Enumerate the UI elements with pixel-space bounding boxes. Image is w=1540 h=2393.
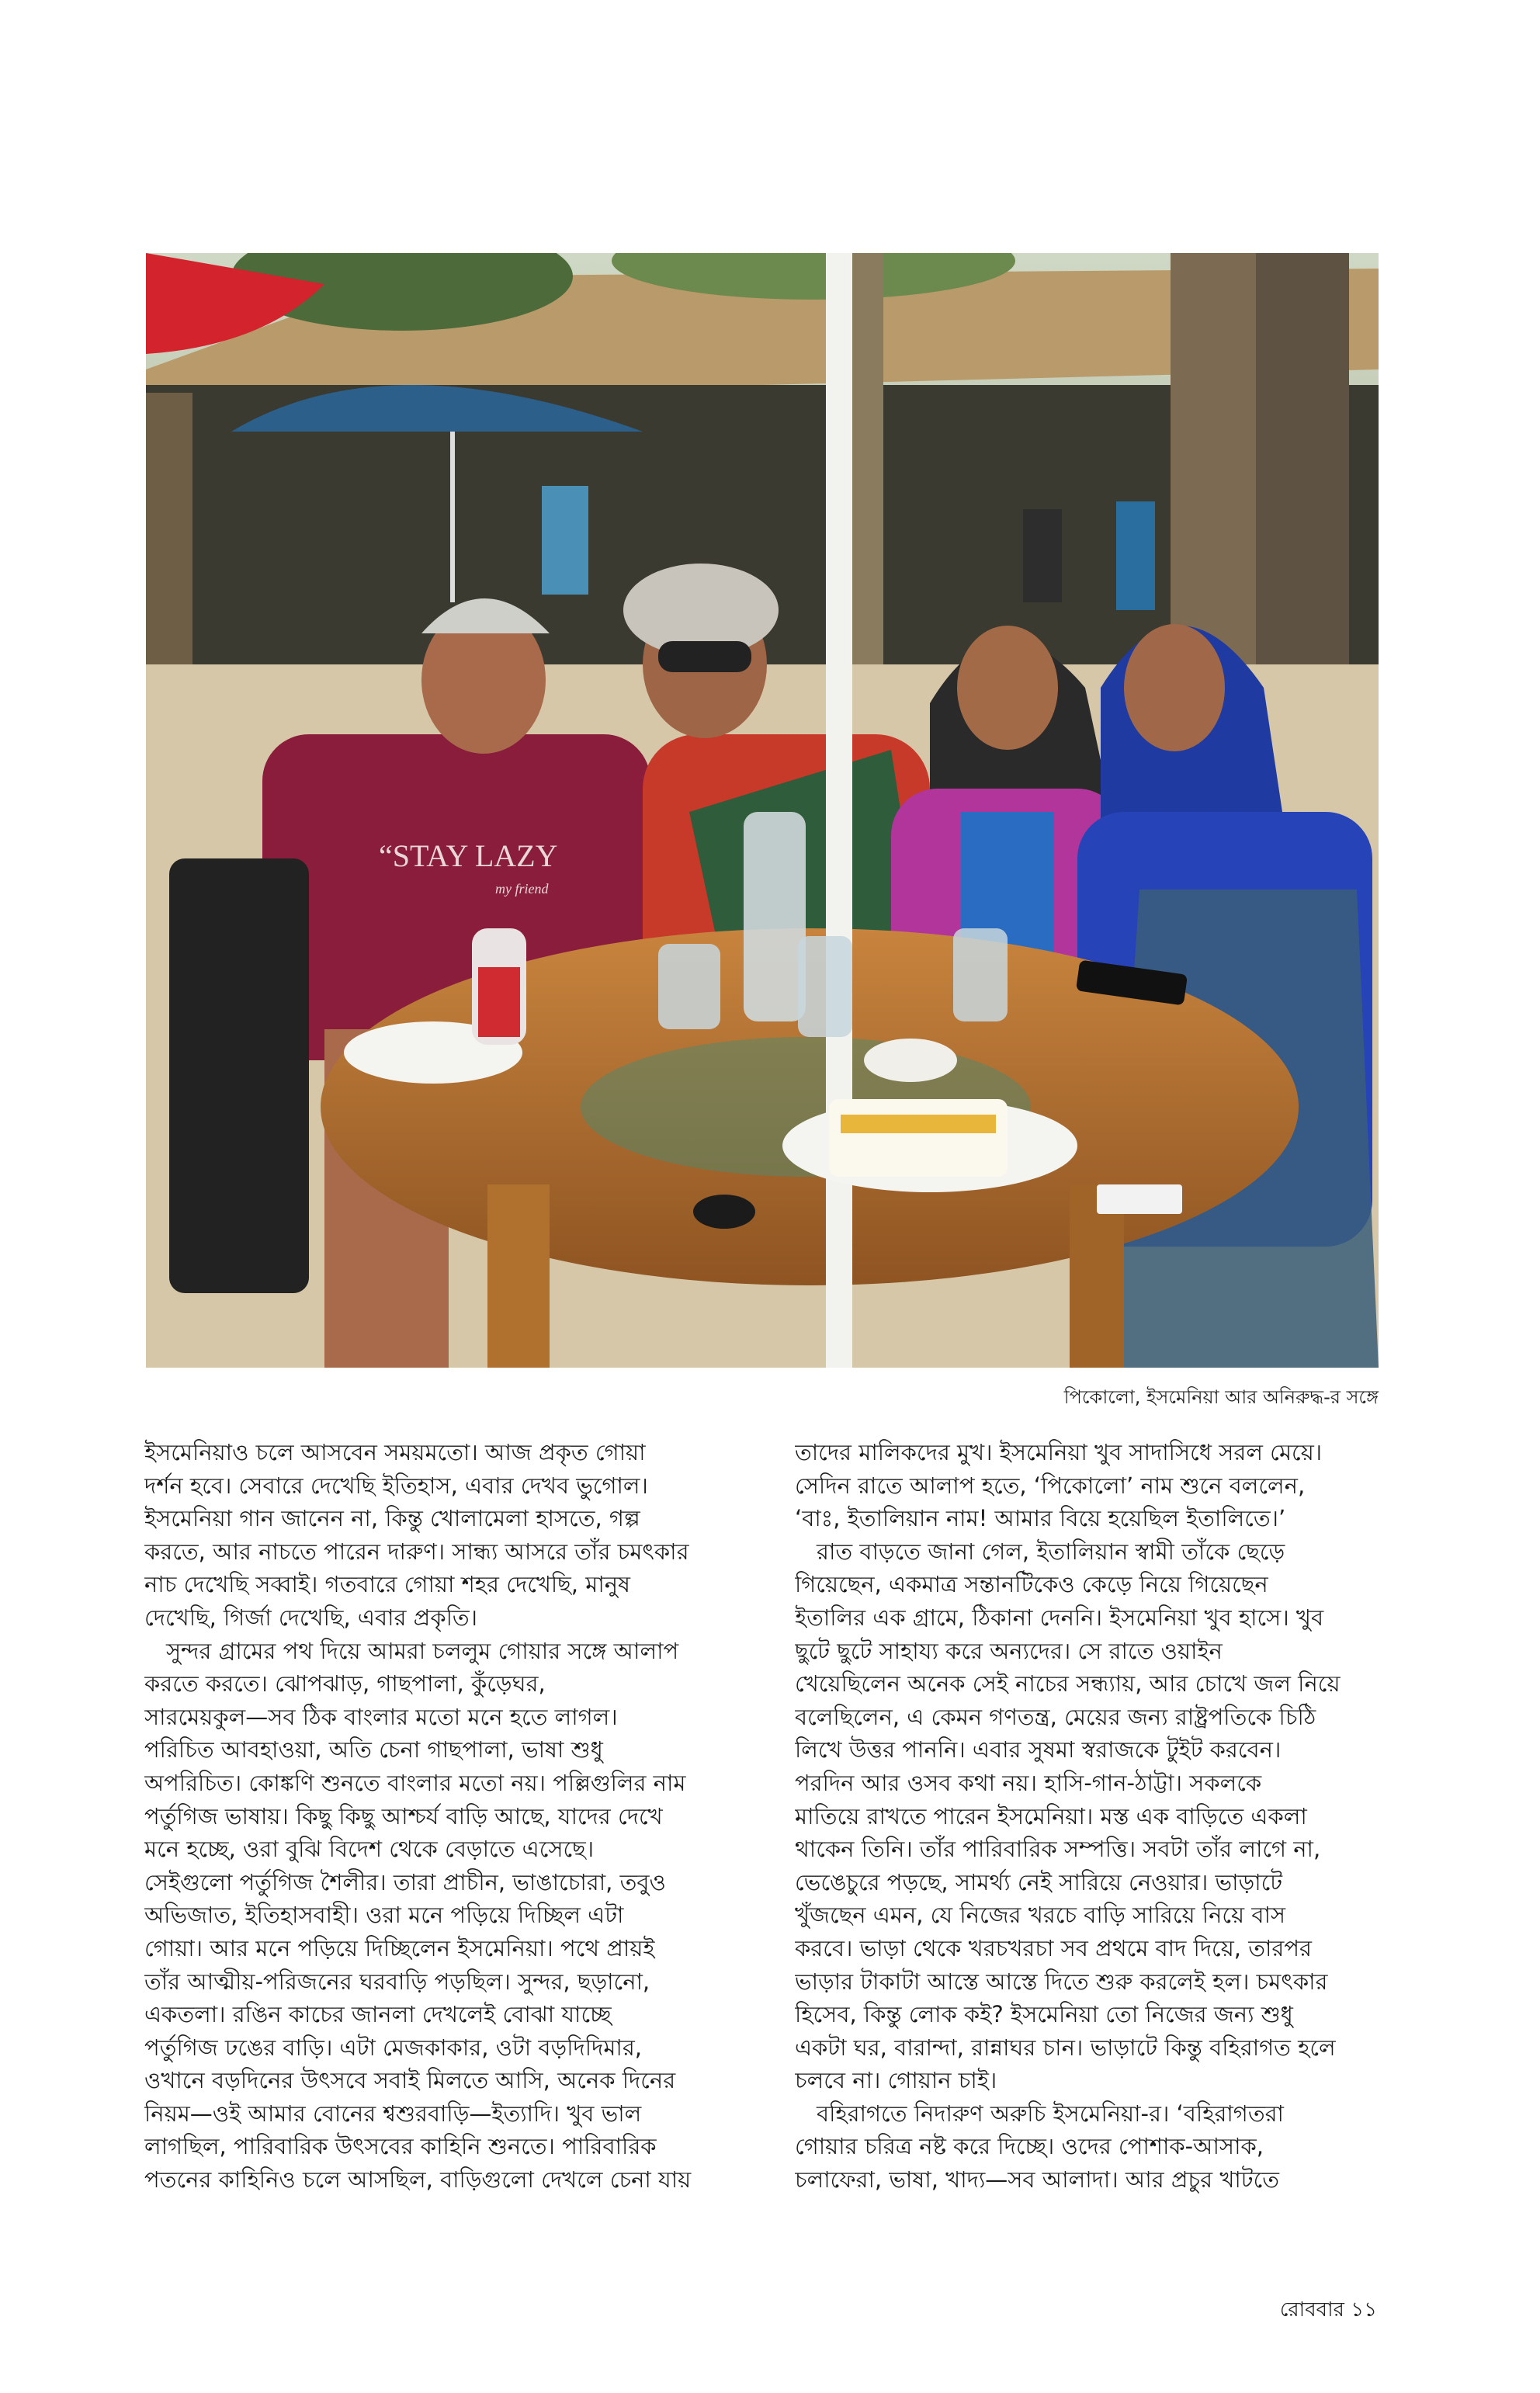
text-line: পরদিন আর ওসব কথা নয়। হাসি-গান-ঠাট্টা। সকলকে (795, 1769, 1262, 1796)
text-line: একটা ঘর, বারান্দা, রান্নাঘর চান। ভাড়াটে কিন্তু বহিরাগত হলে (795, 2034, 1336, 2061)
article-column-right (795, 1436, 1375, 2197)
text-line: পর্তুগিজ ঢঙের বাড়ি। এটা মেজকাকার, ওটা বড়দিদিমার, (144, 2034, 643, 2061)
text-line: গিয়েছেন, একমাত্র সন্তানটিকেও কেড়ে নিয়ে গিয়েছেন (795, 1571, 1268, 1598)
text-line: নিয়ম—ওই আমার বোনের শ্বশুরবাড়ি—ইত্যাদি। খুব ভাল (144, 2100, 642, 2127)
text-line: গোয়ার চরিত্র নষ্ট করে দিচ্ছে। ওদের পোশাক-আসাক, (795, 2133, 1264, 2160)
text-line: একতলা। রঙিন কাচের জানলা দেখলেই বোঝা যাচ্ছে (144, 2001, 612, 2028)
text-line: মনে হচ্ছে, ওরা বুঝি বিদেশ থেকে বেড়াতে এসেছে। (144, 1836, 595, 1863)
text-line: ওখানে বড়দিনের উৎসবে সবাই মিলতে আসি, অনেক দিনের (144, 2067, 676, 2094)
text-line: পরিচিত আবহাওয়া, অতি চেনা গাছপালা, ভাষা শুধু (144, 1736, 603, 1764)
text-line: করতে, আর নাচতে পারেন দারুণ। সান্ধ্য আসরে তাঁর চমৎকার (144, 1538, 689, 1565)
text-line: অপরিচিত। কোঙ্কণি শুনতে বাংলার মতো নয়। পল্লিগুলির নাম (144, 1769, 686, 1796)
text-line: বহিরাগতে নিদারুণ অরুচি ইসমেনিয়া-র। ‘বহিরাগতরা (817, 2100, 1284, 2127)
text-line: ভাড়ার টাকাটা আস্তে আস্তে দিতে শুরু করলেই হল। চমৎকার (795, 1968, 1328, 1995)
shirt-print-subtext: my friend (495, 881, 549, 897)
article-photo (146, 253, 1379, 1368)
text-line: ‘বাঃ, ইতালিয়ান নাম! আমার বিয়ে হয়েছিল ইতালিতে।’ (795, 1505, 1286, 1532)
text-line: ইসমেনিয়া গান জানেন না, কিন্তু খোলামেলা হাসতে, গল্প (144, 1505, 640, 1532)
text-line: সারমেয়কুল—সব ঠিক বাংলার মতো মনে হতে লাগল। (144, 1703, 618, 1730)
text-line: ইসমেনিয়াও চলে আসবেন সময়মতো। আজ প্রকৃত গোয়া (144, 1439, 646, 1465)
text-line: সেদিন রাতে আলাপ হতে, ‘পিকোলো’ নাম শুনে বললেন, (795, 1472, 1306, 1499)
text-line: খেয়েছিলেন অনেক সেই নাচের সন্ধ্যায়, আর চোখে জল নিয়ে (795, 1670, 1341, 1698)
article-column-left (144, 1436, 725, 2197)
text-line: দর্শন হবে। সেবারে দেখেছি ইতিহাস, এবার দেখব ভুগোল। (144, 1472, 648, 1499)
text-line: ভেঙেচুরে পড়ছে, সামর্থ্য নেই সারিয়ে নেওয়ার। ভাড়াটে (795, 1868, 1283, 1895)
text-line: গোয়া। আর মনে পড়িয়ে দিচ্ছিলেন ইসমেনিয়া। পথে প্রায়ই (144, 1934, 655, 1961)
text-line: লিখে উত্তর পাননি। এবার সুষমা স্বরাজকে টুইট করবেন। (795, 1736, 1282, 1764)
text-line: নাচ দেখেছি সব্বাই। গতবারে গোয়া শহর দেখেছি, মানুষ (144, 1571, 631, 1598)
text-line: করবে। ভাড়া থেকে খরচখরচা সব প্রথমে বাদ দিয়ে, তারপর (795, 1934, 1312, 1961)
text-line: লাগছিল, পারিবারিক উৎসবের কাহিনি শুনতে। পারিবারিক (144, 2133, 657, 2160)
text-line: চলাফেরা, ভাষা, খাদ্য—সব আলাদা। আর প্রচুর খাটতে (795, 2166, 1279, 2194)
page-footer: রোববার ১১ (1279, 2298, 1377, 2322)
shirt-print-text: “STAY LAZY (379, 838, 558, 873)
text-line: অভিজাত, ইতিহাসবাহী। ওরা মনে পড়িয়ে দিচ্ছিল এটা (144, 1902, 624, 1929)
text-line: খুঁজছেন এমন, যে নিজের খরচে বাড়ি সারিয়ে নিয়ে বাস (795, 1902, 1286, 1929)
text-line: ছুটে ছুটে সাহায্য করে অন্যদের। সে রাতে ওয়াইন (795, 1637, 1223, 1664)
text-line: সেইগুলো পর্তুগিজ শৈলীর। তারা প্রাচীন, ভাঙাচোরা, তবুও (144, 1868, 666, 1895)
text-line: তাঁর আত্মীয়-পরিজনের ঘরবাড়ি পড়ছিল। সুন্দর, ছড়ানো, (144, 1968, 650, 1995)
photo-caption: পিকোলো, ইসমেনিয়া আর অনিরুদ্ধ-র সঙ্গে (1063, 1386, 1379, 1408)
photo-scene (146, 253, 1379, 1368)
text-line: রাত বাড়তে জানা গেল, ইতালিয়ান স্বামী তাঁকে ছেড়ে (817, 1538, 1285, 1565)
text-line: পতনের কাহিনিও চলে আসছিল, বাড়িগুলো দেখলে চেনা যায় (144, 2166, 692, 2194)
text-line: থাকেন তিনি। তাঁর পারিবারিক সম্পত্তি। সবটা তাঁর লাগে না, (795, 1836, 1321, 1863)
text-line: তাদের মালিকদের মুখ। ইসমেনিয়া খুব সাদাসিধে সরল মেয়ে। (795, 1439, 1323, 1465)
text-line: চলবে না। গোয়ান চাই। (795, 2067, 997, 2094)
text-line: হিসেব, কিন্তু লোক কই? ইসমেনিয়া তো নিজের জন্য শুধু (795, 2001, 1293, 2028)
text-line: বলেছিলেন, এ কেমন গণতন্ত্র, মেয়ের জন্য রাষ্ট্রপতিকে চিঠি (795, 1703, 1316, 1730)
text-line: দেখেছি, গির্জা দেখেছি, এবার প্রকৃতি। (144, 1604, 478, 1631)
text-line: করতে করতে। ঝোপঝাড়, গাছপালা, কুঁড়েঘর, (144, 1670, 546, 1698)
text-line: ইতালির এক গ্রামে, ঠিকানা দেননি। ইসমেনিয়া খুব হাসে। খুব (795, 1604, 1324, 1631)
text-line: সুন্দর গ্রামের পথ দিয়ে আমরা চললুম গোয়ার সঙ্গে আলাপ (166, 1637, 679, 1664)
text-line: পর্তুগিজ ভাষায়। কিছু কিছু আশ্চর্য বাড়ি আছে, যাদের দেখে (144, 1802, 663, 1829)
text-line: মাতিয়ে রাখতে পারেন ইসমেনিয়া। মস্ত এক বাড়িতে একলা (795, 1802, 1307, 1829)
